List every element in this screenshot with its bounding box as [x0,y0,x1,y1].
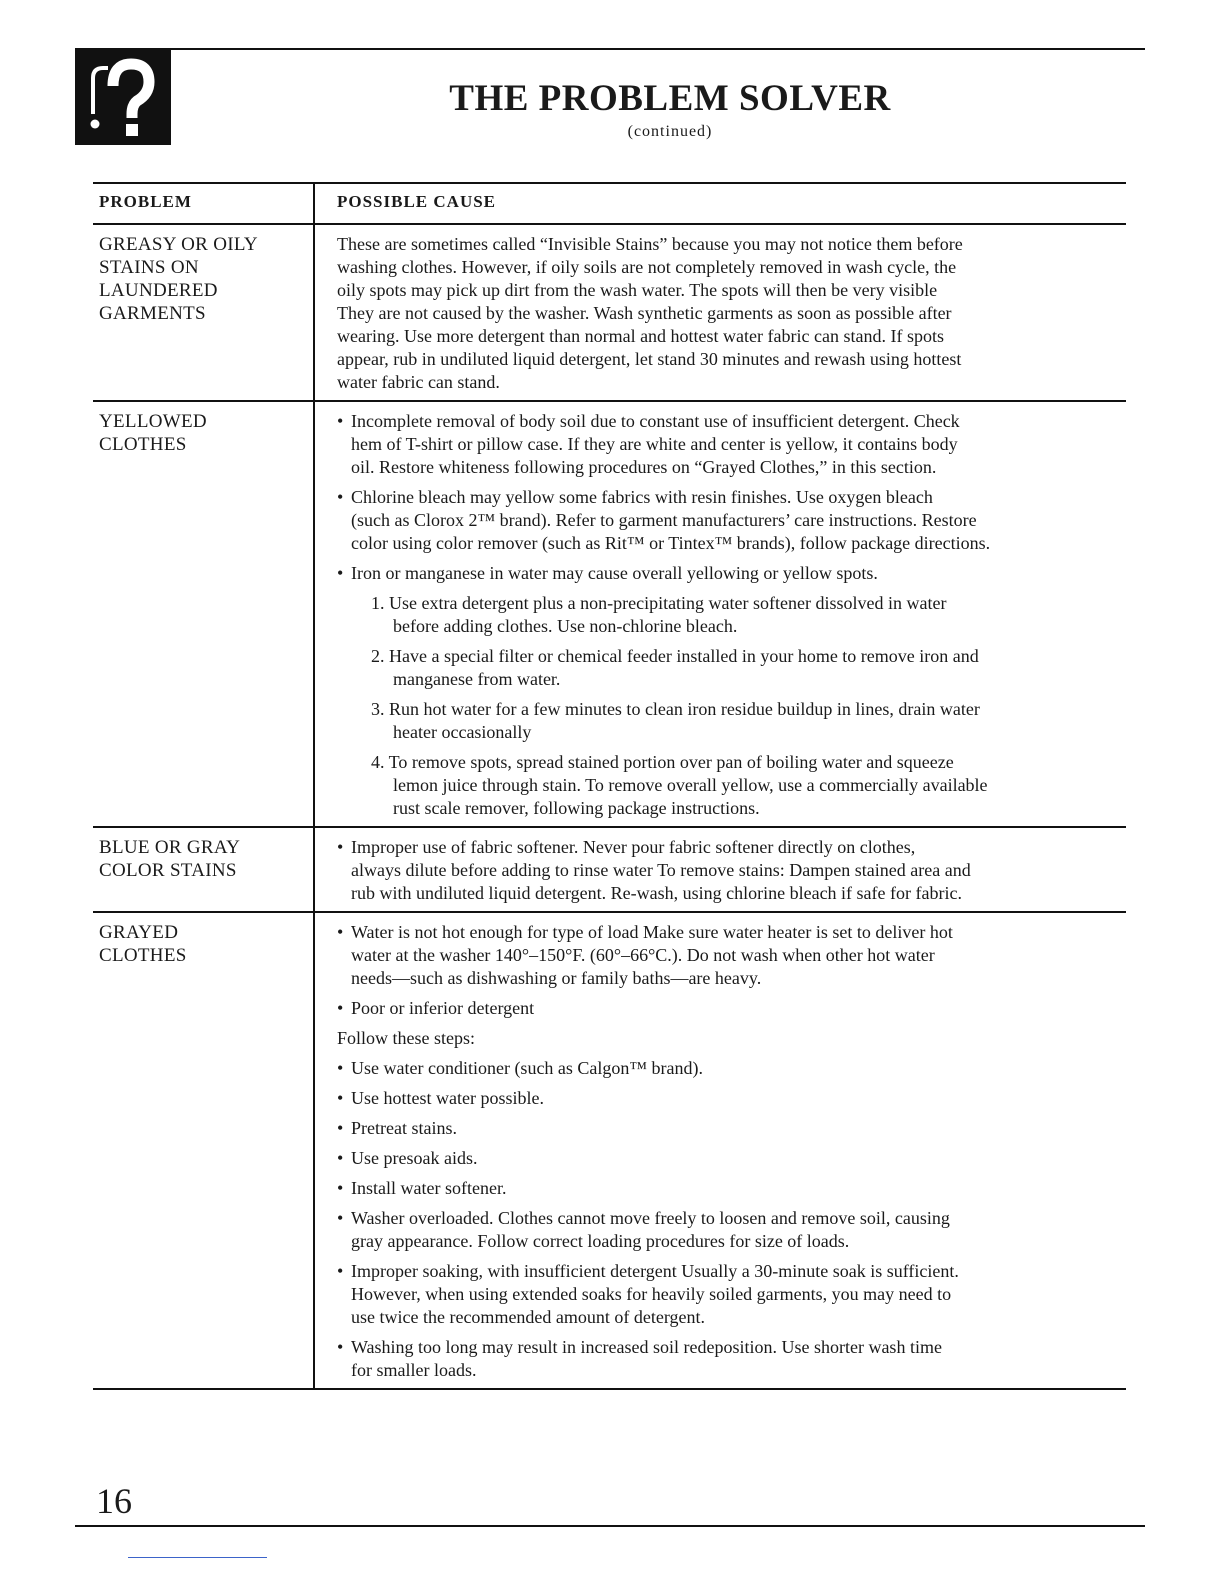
cause-line: • Use hottest water possible. [351,1087,1116,1110]
cause-cell [315,828,1126,911]
cause-line: • Poor or inferior detergent [351,997,1116,1020]
cause-line: • Use water conditioner (such as Calgon™ brand). [351,1057,1116,1080]
problem-line: LAUNDERED [99,280,218,301]
bullet-item [351,410,1116,479]
column-header-cause: POSSIBLE CAUSE [337,192,497,211]
problem-cell [93,225,315,400]
cause-line: oil. Restore whiteness following procedures on “Grayed Clothes,” in this section. [351,457,937,477]
bullet-item [351,1336,1116,1382]
cause-line: (such as Clorox 2™ brand). Refer to garment manufacturers’ care instructions. Restore [351,510,977,530]
question-mark-icon [75,48,171,145]
table-row [93,400,1126,826]
cause-line: 4. To remove spots, spread stained portion over pan of boiling water and squeeze [371,752,954,772]
cause-line: • Iron or manganese in water may cause overall yellowing or yellow spots. [351,562,1116,585]
footer-mark [128,1557,267,1558]
problem-line: STAINS ON [99,257,199,278]
problem-line: GARMENTS [99,303,206,324]
table-row [93,223,1126,400]
problem-line: CLOTHES [99,945,187,966]
cause-line: These are sometimes called “Invisible Stains” because you may not notice them before [337,234,963,254]
cause-line: • Washing too long may result in increased soil redeposition. Use shorter wash time [351,1336,1116,1359]
table-row [93,826,1126,911]
cause-line: • Washer overloaded. Clothes cannot move freely to loosen and remove soil, causing [351,1207,1116,1230]
cause-line: • Improper use of fabric softener. Never pour fabric softener directly on clothes, [351,836,1116,859]
table-header-row [93,184,1126,223]
cause-cell [315,913,1126,1388]
table-row [93,911,1126,1388]
bullet-item [351,836,1116,905]
problem-cell [93,402,315,826]
cause-line: water fabric can stand. [337,372,500,392]
cause-line: gray appearance. Follow correct loading procedures for size of loads. [351,1231,850,1251]
bullet-item [351,1147,1116,1170]
cause-line: for smaller loads. [351,1360,477,1380]
numbered-step [371,645,1116,691]
bullet-item [351,997,1116,1020]
cause-cell [315,402,1126,826]
problem-line: YELLOWED [99,411,207,432]
cause-line: • Install water softener. [351,1177,1116,1200]
bullet-item [351,1117,1116,1140]
cause-line: 1. Use extra detergent plus a non-precipitating water softener dissolved in water [371,593,947,613]
problem-line: GREASY OR OILY [99,234,258,255]
cause-line: heater occasionally [393,722,532,742]
page-subtitle: (continued) [627,123,713,140]
column-header-problem: PROBLEM [93,184,315,223]
cause-line: • Use presoak aids. [351,1147,1116,1170]
problem-line: COLOR STAINS [99,860,237,881]
page-number: 16 [96,1481,132,1521]
cause-line: • Water is not hot enough for type of load Make sure water heater is set to deliver hot [351,921,1116,944]
cause-line: • Incomplete removal of body soil due to constant use of insufficient detergent. Check [351,410,1116,433]
bottom-rule [75,1525,1145,1527]
table-body [93,223,1126,1388]
cause-line: rust scale remover, following package instructions. [393,798,760,818]
cause-line: rub with undiluted liquid detergent. Re-wash, using chlorine bleach if safe for fabric. [351,883,962,903]
cause-line: • Pretreat stains. [351,1117,1116,1140]
bullet-item [351,1177,1116,1200]
page-title: THE PROBLEM SOLVER [449,78,891,119]
cause-line: hem of T-shirt or pillow case. If they are white and center is yellow, it contains body [351,434,958,454]
bullet-item [351,562,1116,585]
cause-line: needs—such as dishwashing or family baths—are heavy. [351,968,762,988]
bullet-item [351,921,1116,990]
cause-line: washing clothes. However, if oily soils are not completely removed in wash cycle, the [337,257,957,277]
cause-line: Follow these steps: [337,1028,475,1048]
cause-paragraph [337,233,1116,394]
cause-line: water at the washer 140°–150°F. (60°–66°C.). Do not wash when other hot water [351,945,935,965]
cause-line: • Improper soaking, with insufficient detergent Usually a 30-minute soak is sufficient. [351,1260,1116,1283]
bullet-item [351,486,1116,555]
bullet-item [351,1260,1116,1329]
problem-cell [93,828,315,911]
cause-line: • Chlorine bleach may yellow some fabrics with resin finishes. Use oxygen bleach [351,486,1116,509]
problem-cell [93,913,315,1388]
problem-line: BLUE OR GRAY [99,837,241,858]
numbered-step [371,751,1116,820]
cause-line: However, when using extended soaks for heavily soiled garments, you may need to [351,1284,952,1304]
top-rule [75,48,1145,50]
cause-line: oily spots may pick up dirt from the wash water. The spots will then be very visible [337,280,938,300]
cause-line: always dilute before adding to rinse water To remove stains: Dampen stained area and [351,860,971,880]
bullet-item [351,1057,1116,1080]
problem-line: GRAYED [99,922,179,943]
problem-line: CLOTHES [99,434,187,455]
cause-line: lemon juice through stain. To remove overall yellow, use a commercially available [393,775,988,795]
cause-paragraph [337,1027,1116,1050]
bullet-item [351,1207,1116,1253]
numbered-step [371,592,1116,638]
cause-line: 3. Run hot water for a few minutes to clean iron residue buildup in lines, drain water [371,699,980,719]
numbered-step [371,698,1116,744]
cause-line: color using color remover (such as Rit™ or Tintex™ brands), follow package directions. [351,533,991,553]
cause-cell [315,225,1126,400]
cause-line: manganese from water. [393,669,561,689]
cause-line: appear, rub in undiluted liquid detergent, let stand 30 minutes and rewash using hottest [337,349,962,369]
cause-line: 2. Have a special filter or chemical feeder installed in your home to remove iron and [371,646,979,666]
cause-line: use twice the recommended amount of detergent. [351,1307,706,1327]
bullet-item [351,1087,1116,1110]
cause-line: wearing. Use more detergent than normal and hottest water fabric can stand. If spots [337,326,944,346]
cause-line: They are not caused by the washer. Wash synthetic garments as soon as possible after [337,303,952,323]
problem-solver-table [93,182,1126,1390]
cause-line: before adding clothes. Use non-chlorine bleach. [393,616,738,636]
